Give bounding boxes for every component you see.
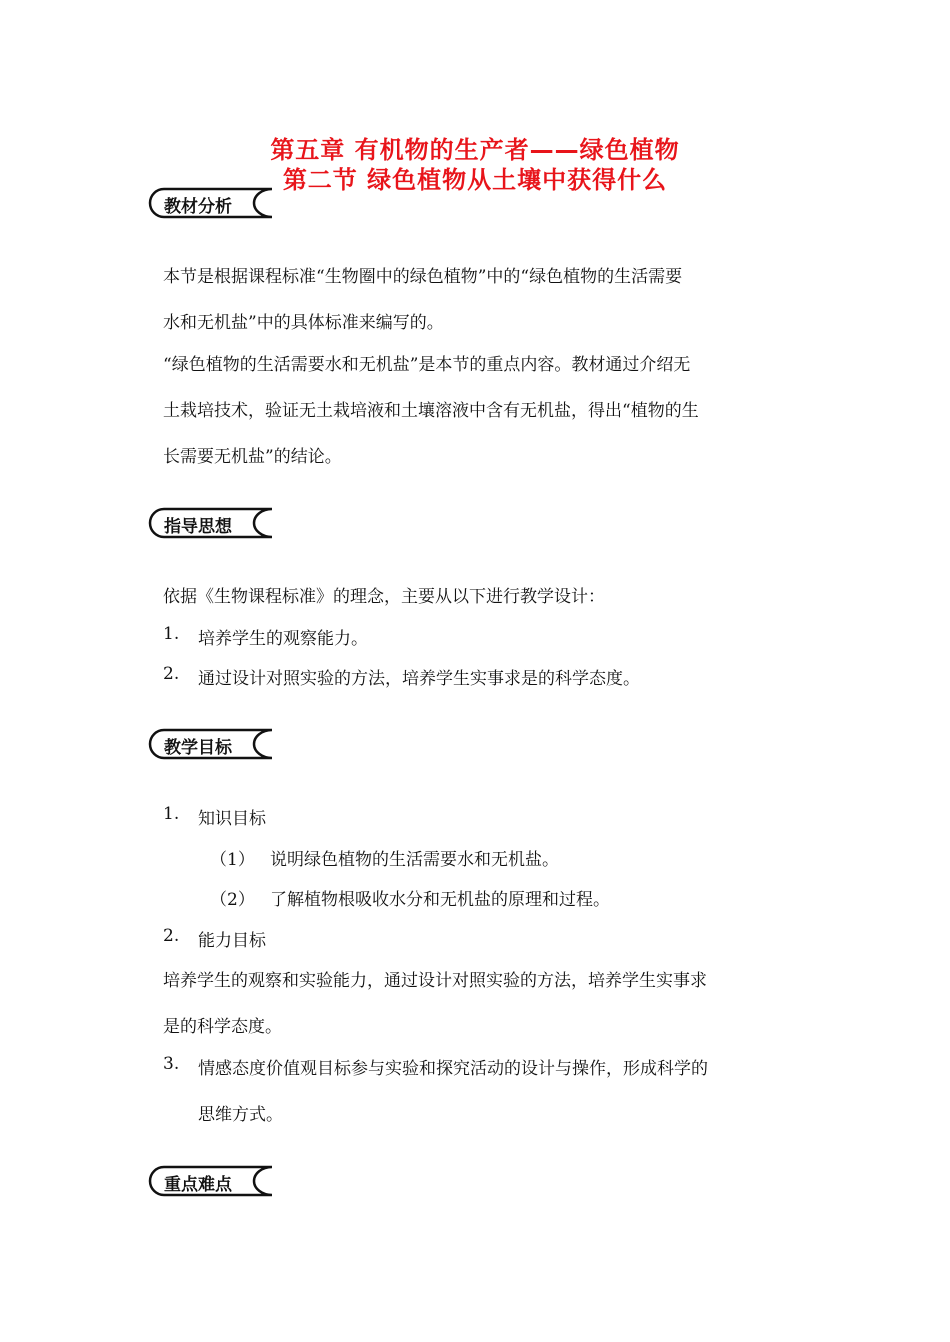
paragraph-line: “绿色植物的生活需要水和无机盐”是本节的重点内容。教材通过介绍无 [163, 355, 691, 375]
section-heading-label: 教学目标 [164, 738, 232, 758]
section-title: 第二节 绿色植物从土壤中获得什么 [282, 166, 668, 194]
section-heading-label: 教材分析 [164, 197, 232, 217]
section-heading-key-points [148, 1165, 280, 1197]
paragraph-line: 土栽培技术，验证无土栽培液和土壤溶液中含有无机盐，得出“植物的生 [163, 401, 699, 421]
list-number: 1. [163, 624, 180, 644]
list-number: 3. [163, 1054, 180, 1074]
list-item: 培养学生的观察能力。 [198, 629, 368, 649]
sub-number: （2） [210, 890, 255, 910]
list-number: 2. [163, 926, 180, 946]
section-heading-goals [148, 728, 280, 760]
sub-number: （1） [210, 850, 255, 870]
guidance-intro: 依据《生物课程标准》的理念，主要从以下进行教学设计： [163, 587, 605, 607]
paragraph-line: 是的科学态度。 [163, 1017, 282, 1037]
chapter-title: 第五章 有机物的生产者——绿色植物 [270, 136, 680, 164]
section-heading-guidance [148, 507, 280, 539]
list-number: 2. [163, 664, 180, 684]
list-item: 通过设计对照实验的方法，培养学生实事求是的科学态度。 [198, 669, 640, 689]
section-heading-analysis [148, 187, 280, 219]
paragraph-line: 水和无机盐”中的具体标准来编写的。 [163, 313, 444, 333]
paragraph-line: 思维方式。 [198, 1105, 283, 1125]
paragraph-line: 本节是根据课程标准“生物圈中的绿色植物”中的“绿色植物的生活需要 [163, 267, 683, 287]
paragraph-line: 培养学生的观察和实验能力，通过设计对照实验的方法，培养学生实事求 [163, 971, 707, 991]
sub-item: 说明绿色植物的生活需要水和无机盐。 [270, 850, 559, 870]
goal-heading: 知识目标 [198, 809, 266, 829]
section-heading-label: 指导思想 [164, 517, 232, 537]
paragraph-line: 长需要无机盐”的结论。 [163, 447, 342, 467]
sub-item: 了解植物根吸收水分和无机盐的原理和过程。 [270, 890, 610, 910]
paragraph-line: 情感态度价值观目标参与实验和探究活动的设计与操作，形成科学的 [198, 1059, 708, 1079]
section-heading-label: 重点难点 [164, 1175, 232, 1195]
list-number: 1. [163, 804, 180, 824]
goal-heading: 能力目标 [198, 931, 266, 951]
